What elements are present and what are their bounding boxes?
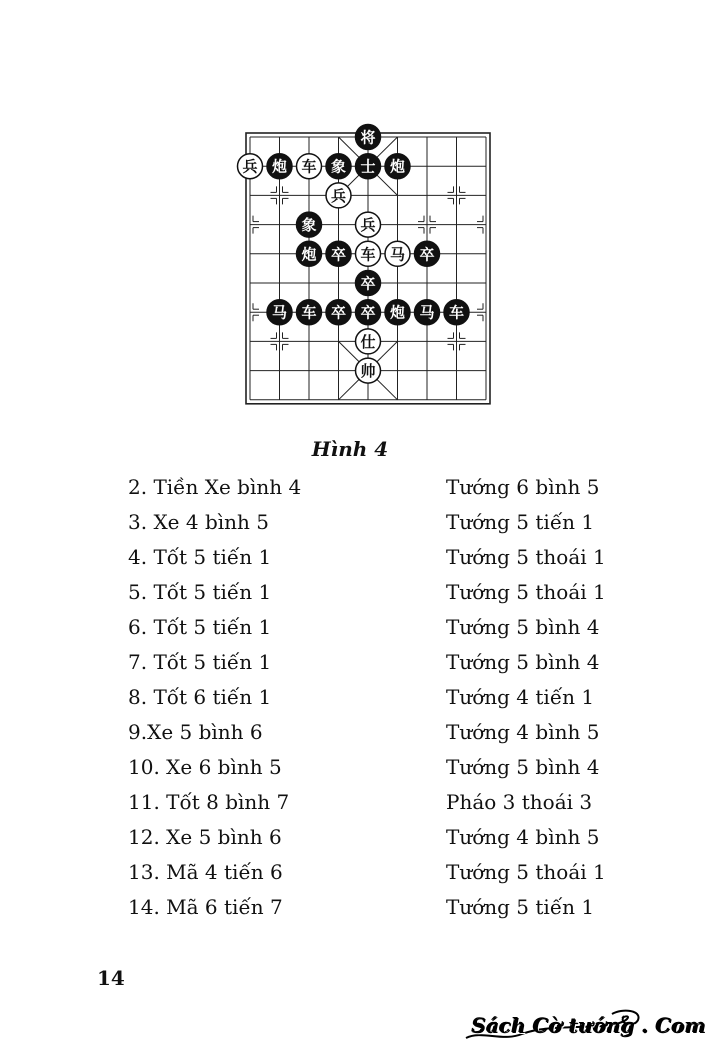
piece-label: 炮 [301, 245, 317, 264]
move-red: 11. Tốt 8 bình 7 [128, 790, 290, 814]
move-red: 8. Tốt 6 tiến 1 [128, 685, 272, 709]
board-svg [242, 128, 492, 413]
piece-black [356, 154, 381, 179]
move-black: Tướng 5 bình 4 [446, 615, 600, 639]
move-row [128, 855, 648, 890]
move-red: 14. Mã 6 tiến 7 [128, 895, 283, 919]
move-black: Tướng 5 thoái 1 [446, 860, 606, 884]
piece-black [356, 271, 381, 296]
move-black: Pháo 3 thoái 3 [446, 790, 593, 814]
piece-label: 车 [360, 245, 376, 264]
piece-black [415, 300, 440, 325]
move-row [128, 575, 648, 610]
move-row [128, 505, 648, 540]
piece-red [356, 329, 381, 354]
piece-label: 象 [330, 157, 347, 176]
move-red: 3. Xe 4 bình 5 [128, 510, 269, 534]
move-row [128, 680, 648, 715]
move-black: Tướng 5 tiến 1 [446, 510, 595, 534]
piece-red [385, 241, 410, 266]
piece-red [297, 154, 322, 179]
piece-label: 炮 [389, 157, 406, 176]
move-row [128, 890, 648, 925]
move-red: 9.Xe 5 bình 6 [128, 720, 263, 744]
move-row [128, 820, 648, 855]
move-list [128, 470, 648, 925]
piece-red [356, 212, 381, 237]
move-red: 2. Tiền Xe bình 4 [128, 475, 302, 499]
piece-label: 卒 [419, 245, 435, 264]
move-row [128, 470, 648, 505]
piece-label: 卒 [330, 303, 347, 322]
watermark-text: Sách Cờ tướng . Com [472, 1014, 706, 1038]
piece-red [326, 183, 351, 208]
piece-black [415, 241, 440, 266]
move-row [128, 540, 648, 575]
piece-label: 卒 [330, 245, 347, 264]
move-red: 13. Mã 4 tiến 6 [128, 860, 283, 884]
move-red: 12. Xe 5 bình 6 [128, 825, 282, 849]
move-red: 5. Tốt 5 tiến 1 [128, 580, 272, 604]
piece-black [326, 300, 351, 325]
piece-label: 卒 [360, 274, 376, 293]
piece-black [326, 154, 351, 179]
piece-label: 车 [301, 303, 317, 322]
piece-label: 炮 [389, 303, 406, 322]
piece-black [356, 125, 381, 150]
piece-label: 士 [360, 157, 376, 176]
move-black: Tướng 4 tiến 1 [446, 685, 595, 709]
move-red: 10. Xe 6 bình 5 [128, 755, 282, 779]
move-row [128, 610, 648, 645]
piece-label: 帅 [360, 362, 376, 381]
piece-red [238, 154, 263, 179]
piece-label: 将 [360, 128, 376, 147]
move-row [128, 785, 648, 820]
piece-label: 兵 [360, 216, 376, 235]
move-black: Tướng 4 bình 5 [446, 825, 600, 849]
move-black: Tướng 5 bình 4 [446, 755, 600, 779]
move-red: 6. Tốt 5 tiến 1 [128, 615, 272, 639]
move-row [128, 645, 648, 680]
piece-red [356, 358, 381, 383]
piece-label: 车 [448, 303, 465, 322]
piece-label: 车 [301, 157, 317, 176]
move-red: 7. Tốt 5 tiến 1 [128, 650, 272, 674]
move-black: Tướng 5 thoái 1 [446, 545, 606, 569]
chess-diagram [242, 128, 492, 413]
move-black: Tướng 6 bình 5 [446, 475, 600, 499]
move-row [128, 715, 648, 750]
move-black: Tướng 5 thoái 1 [446, 580, 606, 604]
move-row [128, 750, 648, 785]
piece-label: 兵 [330, 186, 347, 205]
move-black: Tướng 5 tiến 1 [446, 895, 595, 919]
piece-black [356, 300, 381, 325]
piece-black [385, 300, 410, 325]
piece-label: 象 [301, 216, 317, 235]
move-black: Tướng 5 bình 4 [446, 650, 600, 674]
piece-red [356, 241, 381, 266]
figure-caption: Hình 4 [311, 437, 389, 461]
piece-black [326, 241, 351, 266]
piece-black [267, 154, 292, 179]
piece-label: 马 [389, 245, 406, 264]
move-red: 4. Tốt 5 tiến 1 [128, 545, 272, 569]
piece-label: 马 [419, 303, 435, 322]
piece-label: 兵 [242, 157, 258, 176]
piece-label: 炮 [271, 157, 288, 176]
piece-black [297, 300, 322, 325]
piece-black [297, 212, 322, 237]
piece-label: 卒 [360, 303, 376, 322]
piece-black [297, 241, 322, 266]
page-number: 14 [97, 966, 125, 990]
piece-black [385, 154, 410, 179]
site-watermark [462, 1008, 706, 1044]
move-black: Tướng 4 bình 5 [446, 720, 600, 744]
piece-black [444, 300, 469, 325]
piece-black [267, 300, 292, 325]
piece-label: 仕 [360, 332, 376, 351]
piece-label: 马 [271, 303, 288, 322]
